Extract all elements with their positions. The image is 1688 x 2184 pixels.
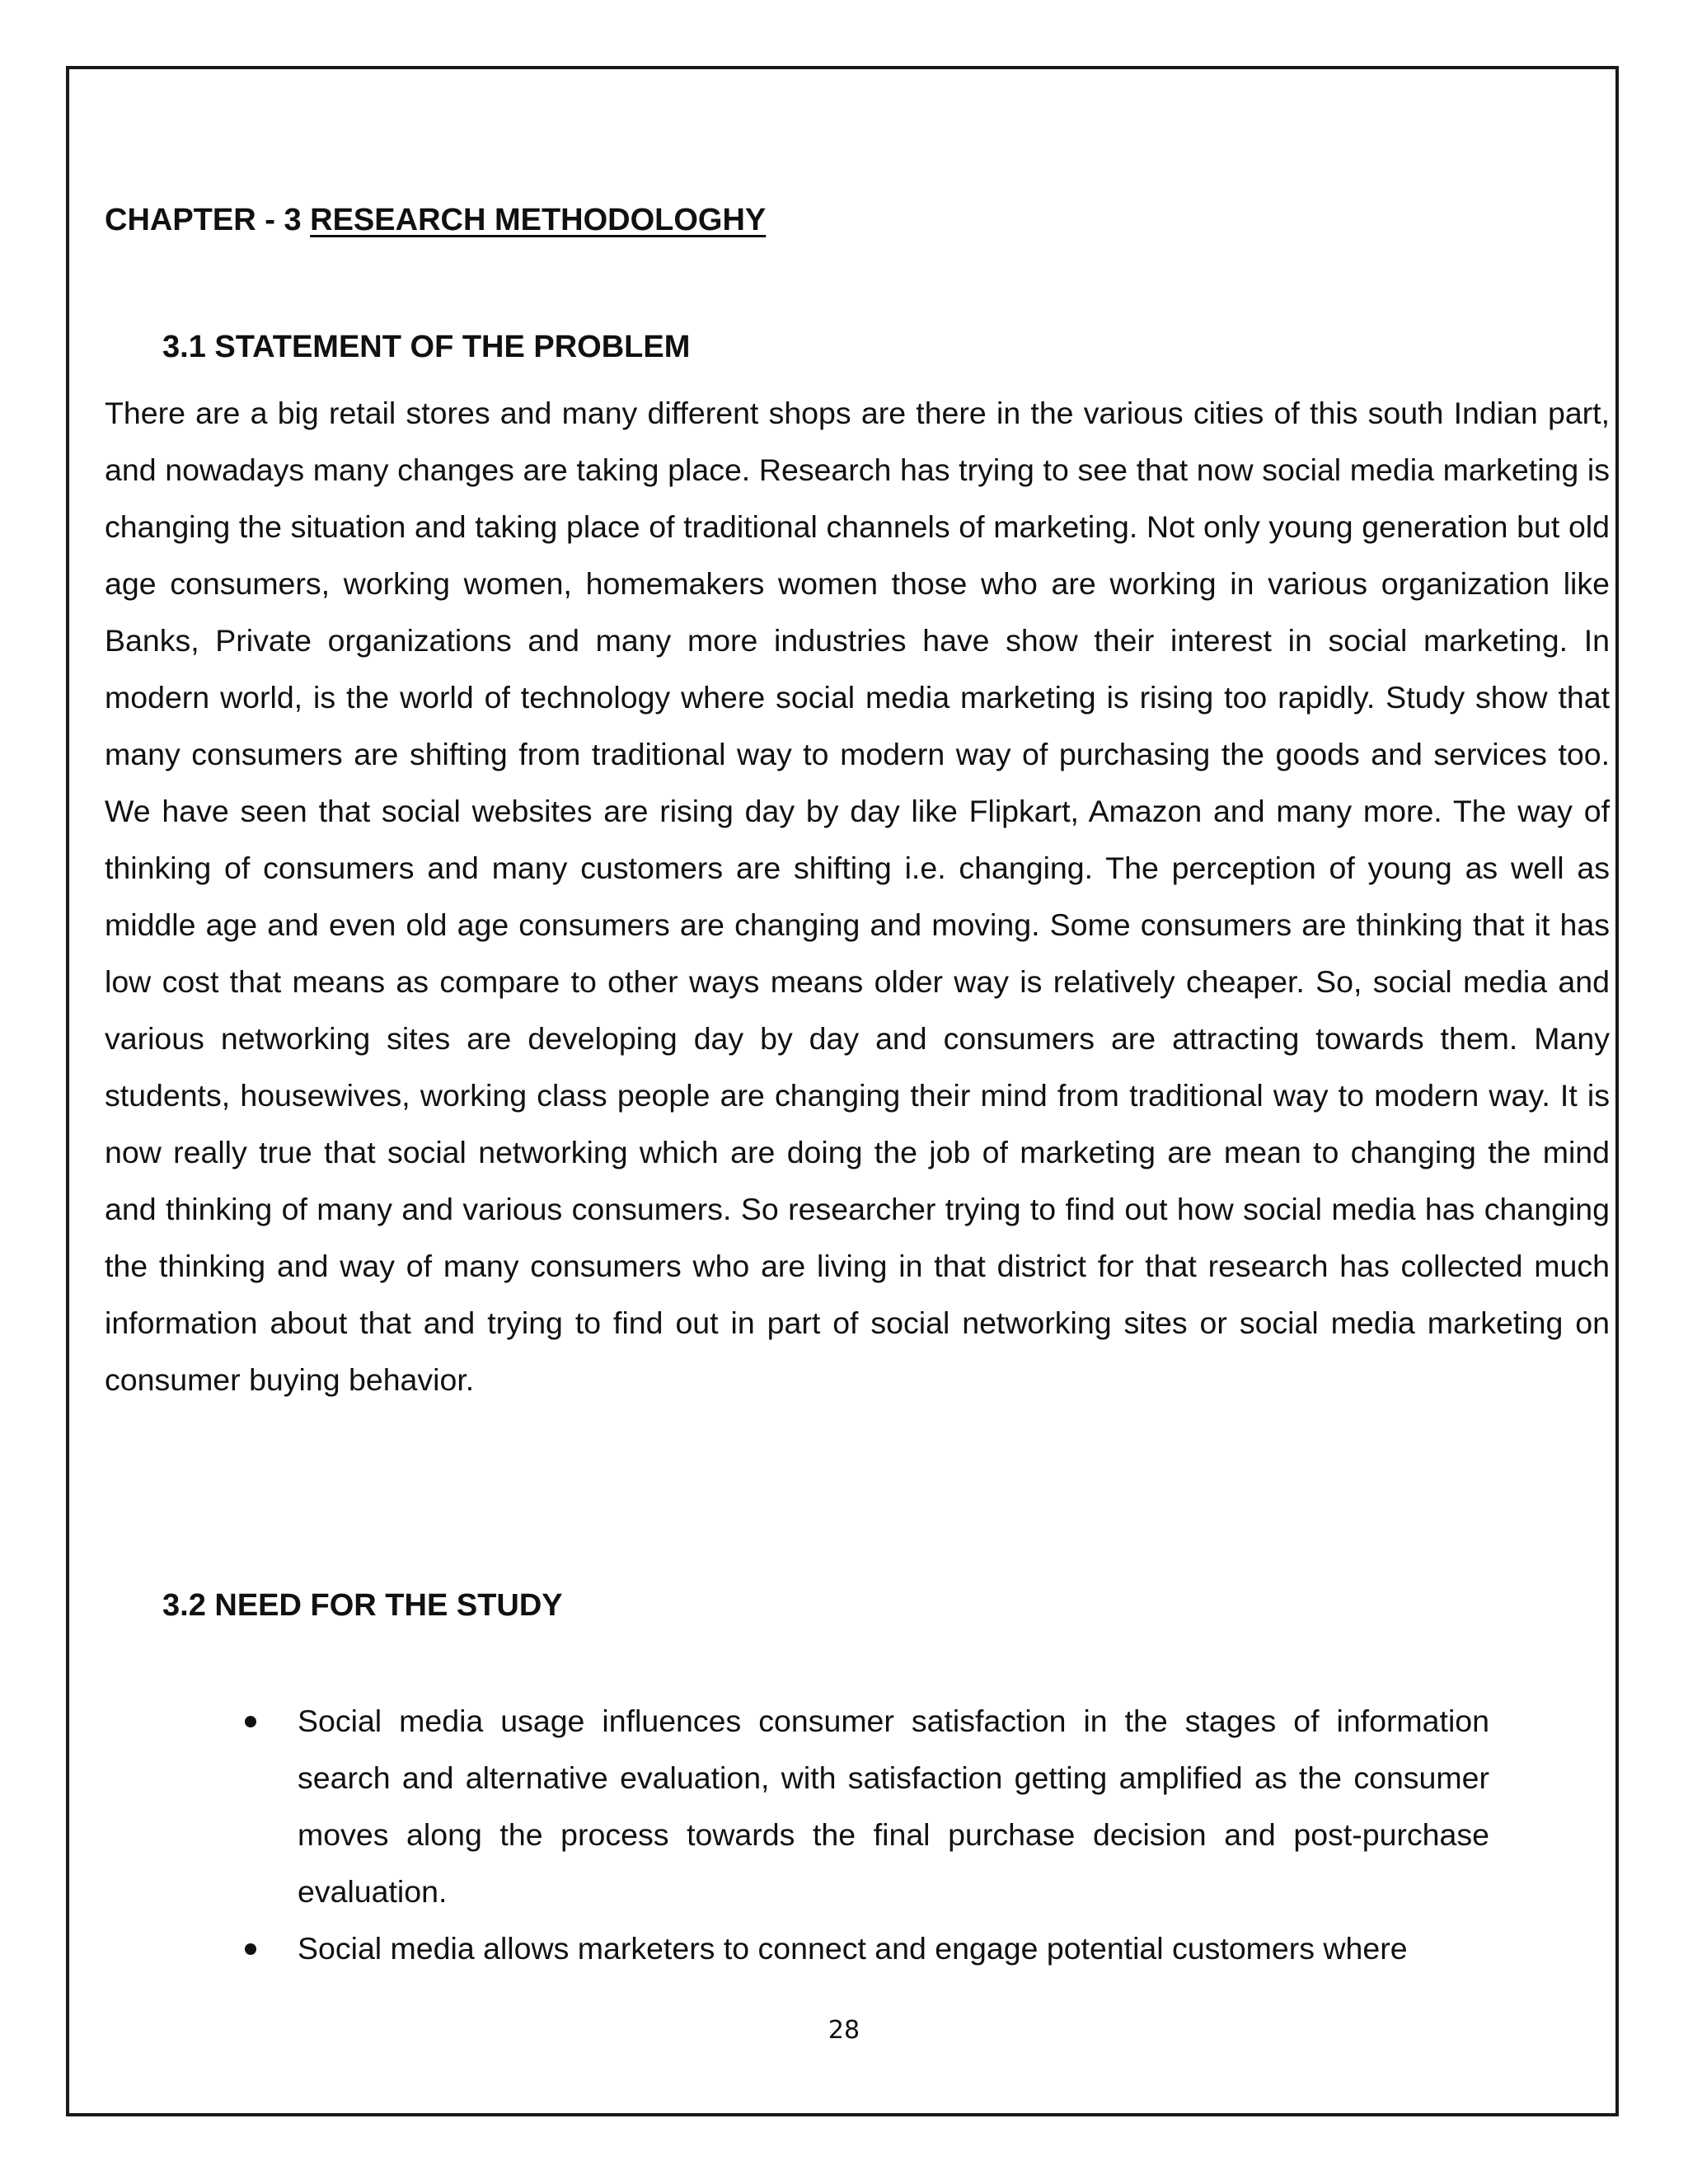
section-heading-statement-of-problem: 3.1 STATEMENT OF THE PROBLEM xyxy=(162,330,691,364)
page-number: 28 xyxy=(828,2016,860,2045)
list-item-text: Social media allows marketers to connect and engage potential customers where xyxy=(298,1931,1408,1966)
bullet-icon xyxy=(245,1716,256,1727)
list-item-text: Social media usage influences consumer satisfaction in the stages of information search and alternative evaluation, with satisfaction getting amplified as the consumer moves along the process towards the final purchase decision and post-purchase evaluation. xyxy=(298,1704,1489,1909)
bullet-icon xyxy=(245,1943,256,1955)
section-heading-need-for-study: 3.2 NEED FOR THE STUDY xyxy=(162,1588,563,1623)
chapter-label: CHAPTER - 3 xyxy=(105,203,311,237)
list-item xyxy=(105,1920,1489,1977)
chapter-name: RESEARCH METHODOLOGHY xyxy=(310,203,767,237)
statement-of-problem-paragraph: There are a big retail stores and many different shops are there in the various cities of this south Indian part, and nowadays many changes are taking place. Research has trying to see that now social media marketing is changing the situation and taking place of traditional channels of marketing. Not only young generation but old age consumers, working women, homemakers women those who are working in various organization like Banks, Private organizations and many more industries have show their interest in social marketing. In modern world, is the world of technology where social media marketing is rising too rapidly. Study show that many consumers are shifting from traditional way to modern way of purchasing the goods and services too. We have seen that social websites are rising day by day like Flipkart, Amazon and many more. The way of thinking of consumers and many customers are shifting i.e. changing. The perception of young as well as middle age and even old age consumers are changing and moving. Some consumers are thinking that it has low cost that means as compare to other ways means older way is relatively cheaper. So, social media and various networking sites are developing day by day and consumers are attracting towards them. Many students, housewives, working class people are changing their mind from traditional way to modern way. It is now really true that social networking which are doing the job of marketing are mean to changing the mind and thinking of many and various consumers. So researcher trying to find out how social media has changing the thinking and way of many consumers who are living in that district for that research has collected much information about that and trying to find out in part of social networking sites or social media marketing on consumer buying behavior. xyxy=(105,396,1610,1397)
chapter-title xyxy=(105,199,766,241)
list-item xyxy=(105,1693,1489,1920)
need-for-study-list xyxy=(105,1693,1489,1977)
